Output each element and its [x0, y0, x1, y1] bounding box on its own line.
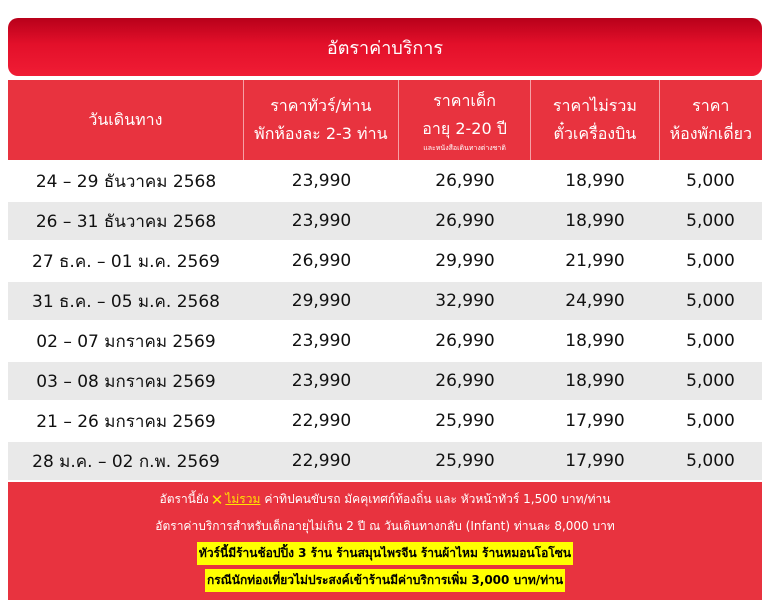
cell-date: 27 ธ.ค. – 01 ม.ค. 2569: [32, 251, 220, 272]
header-line: ราคาเด็ก: [433, 91, 496, 110]
table-row: [8, 402, 762, 440]
table-header: [8, 80, 762, 160]
highlight-text: กรณีนักท่องเที่ยวไม่ประสงค์เข้าร้านมีค่าบริการเพิ่ม 3,000 บาท/ท่าน: [205, 569, 565, 592]
header-no-ticket-price: [531, 80, 659, 160]
cell-date: 03 – 08 มกราคม 2569: [36, 371, 216, 392]
cell-child-price: 26,990: [435, 371, 495, 391]
table-row: [8, 442, 762, 480]
cell-no-ticket-price: 18,990: [565, 331, 625, 351]
header-line: วันเดินทาง: [88, 110, 163, 129]
table-title: อัตราค่าบริการ: [8, 18, 762, 76]
table-row: [8, 282, 762, 320]
footer-note-shopping: [197, 540, 573, 567]
footer-note-infant: [155, 513, 615, 540]
cell-child-price: 26,990: [435, 331, 495, 351]
cell-no-ticket-price: 18,990: [565, 211, 625, 231]
header-single-room-price: [660, 80, 762, 160]
cell-no-ticket-price: 18,990: [565, 371, 625, 391]
table-row: [8, 242, 762, 280]
cell-adult-price: 22,990: [291, 451, 352, 471]
table-row: [8, 162, 762, 200]
cell-child-price: 25,990: [435, 411, 495, 431]
cell-single-room-price: 5,000: [686, 451, 735, 471]
cell-no-ticket-price: 17,990: [565, 411, 625, 431]
header-line: ตั๋วเครื่องบิน: [553, 124, 637, 143]
cell-date: 02 – 07 มกราคม 2569: [36, 331, 216, 352]
footer-text: อัตรานี้ยัง: [159, 492, 209, 506]
cell-adult-price: 22,990: [291, 411, 352, 431]
header-line: ราคาไม่รวม: [552, 96, 637, 115]
cell-child-price: 26,990: [435, 211, 495, 231]
cell-date: 28 ม.ค. – 02 ก.พ. 2569: [32, 451, 220, 472]
cell-single-room-price: 5,000: [686, 371, 735, 391]
footer-note-shop-fee: [205, 567, 565, 594]
cell-child-price: 25,990: [435, 451, 495, 471]
table-row: [8, 362, 762, 400]
cell-adult-price: 23,990: [291, 171, 352, 191]
cell-no-ticket-price: 18,990: [565, 171, 625, 191]
table-row: [8, 202, 762, 240]
cell-single-room-price: 5,000: [686, 251, 735, 271]
header-child-price: [399, 80, 531, 160]
cell-no-ticket-price: 21,990: [565, 251, 625, 271]
cell-single-room-price: 5,000: [686, 211, 735, 231]
header-line: ราคา: [692, 96, 730, 115]
footer-note-tips: [160, 486, 611, 513]
footer-text: อัตราค่าบริการสำหรับเด็กอายุไม่เกิน 2 ปี ณ วันเดินทางกลับ (Infant) ท่านละ 8,000 บาท: [155, 519, 615, 533]
cell-single-room-price: 5,000: [686, 411, 735, 431]
cell-child-price: 29,990: [435, 251, 495, 271]
cell-no-ticket-price: 24,990: [565, 291, 625, 311]
cell-adult-price: 26,990: [291, 251, 352, 271]
not-included-label: ไม่รวม: [225, 492, 261, 506]
header-travel-date: [8, 80, 244, 160]
table-row: [8, 322, 762, 360]
cell-date: 21 – 26 มกราคม 2569: [36, 411, 216, 432]
cross-icon: ✕: [210, 490, 224, 509]
header-line: ห้องพักเดี่ยว: [669, 124, 752, 143]
cell-date: 26 – 31 ธันวาคม 2568: [35, 211, 217, 232]
header-line: พักห้องละ 2-3 ท่าน: [254, 124, 388, 143]
footer-text: ค่าทิปคนขับรถ มัคคุเทศก์ท้องถิ่น และ หัวหน้าทัวร์ 1,500 บาท/ท่าน: [264, 492, 611, 506]
cell-adult-price: 23,990: [291, 371, 352, 391]
cell-date: 31 ธ.ค. – 05 ม.ค. 2568: [32, 291, 220, 312]
cell-no-ticket-price: 17,990: [565, 451, 625, 471]
header-line: ราคาทัวร์/ท่าน: [270, 96, 372, 115]
header-adult-price: [244, 80, 399, 160]
header-line: อายุ 2-20 ปี: [422, 119, 507, 138]
cell-single-room-price: 5,000: [686, 331, 735, 351]
cell-single-room-price: 5,000: [686, 171, 735, 191]
cell-child-price: 26,990: [435, 171, 495, 191]
cell-adult-price: 23,990: [291, 211, 352, 231]
header-note: และหนังสือเดินทางต่างชาติ: [423, 144, 506, 152]
cell-date: 24 – 29 ธันวาคม 2568: [35, 171, 217, 192]
cell-single-room-price: 5,000: [686, 291, 735, 311]
cell-child-price: 32,990: [435, 291, 495, 311]
cell-adult-price: 23,990: [291, 331, 352, 351]
price-table: [8, 18, 762, 600]
footer-notes: [8, 482, 762, 600]
cell-adult-price: 29,990: [291, 291, 352, 311]
highlight-text: ทัวร์นี้มีร้านช้อปปิ้ง 3 ร้าน ร้านสมุนไพรจีน ร้านผ้าไหม ร้านหมอนโอโซน: [197, 542, 573, 565]
